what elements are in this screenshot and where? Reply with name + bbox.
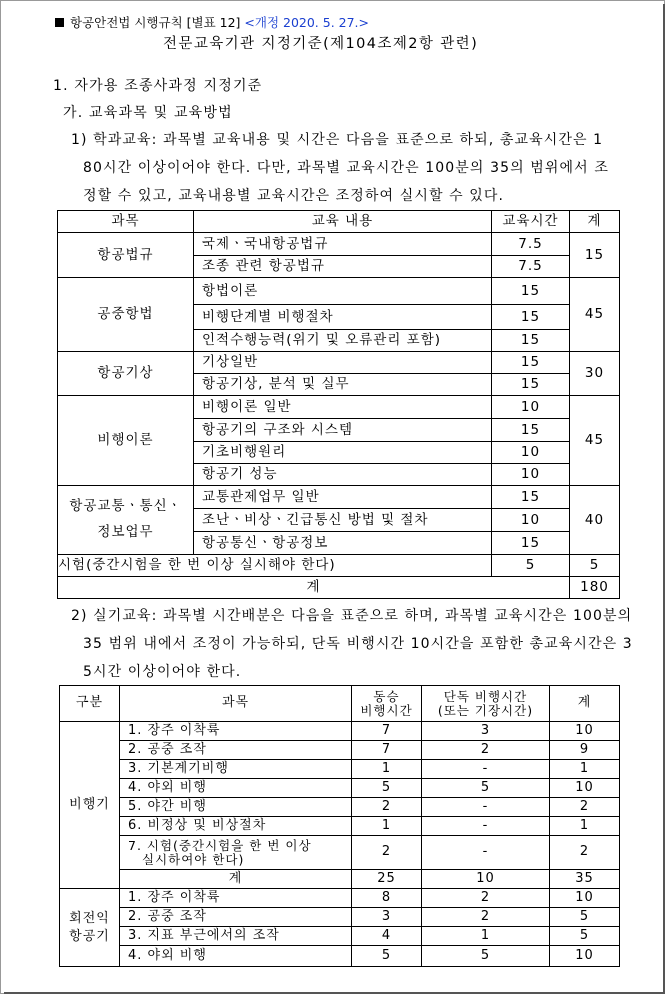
dual-cell: 7	[352, 722, 422, 741]
content-cell: 항공통신ㆍ항공정보	[194, 532, 492, 555]
solo-cell: 10	[422, 870, 550, 889]
table-row	[60, 741, 620, 760]
total-cell: 5	[550, 927, 620, 946]
subject-cell: 4. 야외 비행	[120, 779, 352, 798]
dual-cell: 7	[352, 741, 422, 760]
total-cell: 5	[550, 908, 620, 927]
category-cell: 비행기	[60, 722, 120, 889]
category-line: 항공기	[69, 928, 110, 944]
subject-cell: 3. 기본계기비행	[120, 760, 352, 779]
table-row	[60, 889, 620, 908]
table-row	[58, 396, 620, 419]
subsection-heading: 가. 교육과목 및 교육방법	[63, 105, 233, 121]
header-cell: 구분	[60, 686, 120, 722]
paragraph-line: 2) 실기교육: 과목별 시간배분은 다음을 표준으로 하며, 과목별 교육시간은 100분의	[71, 608, 633, 624]
content-cell: 교통관제업무 일반	[194, 486, 492, 509]
hours-cell: 15	[492, 486, 570, 509]
content-cell: 비행단계별 비행절차	[194, 305, 492, 330]
total-cell: 30	[570, 352, 620, 396]
content-cell: 기초비행원리	[194, 442, 492, 464]
sum-row	[58, 577, 620, 599]
subject-cell: 공중항법	[58, 278, 194, 352]
paragraph-line: 35 범위 내에서 조정이 가능하되, 단독 비행시간 10시간을 포함한 총교육시간은 3	[83, 636, 633, 652]
section-heading: 1. 자가용 조종사과정 지정기준	[53, 78, 263, 94]
total-cell: 40	[570, 486, 620, 555]
total-cell: 35	[550, 870, 620, 889]
subject-line: 항공교통ㆍ통신ㆍ	[69, 498, 182, 515]
subject-cell: 1. 장주 이착륙	[120, 889, 352, 908]
subject-cell: 2. 공중 조작	[120, 908, 352, 927]
header-line	[55, 13, 369, 31]
exam-row	[58, 555, 620, 577]
total-cell: 9	[550, 741, 620, 760]
sum-label: 계	[58, 577, 570, 599]
content-cell: 항공기의 구조와 시스템	[194, 419, 492, 442]
solo-cell: -	[422, 760, 550, 779]
paragraph-line: 1) 학과교육: 과목별 교육내용 및 시간은 다음을 표준으로 하되, 총교육시간은 1	[71, 132, 604, 148]
revision-date: <개정 2020. 5. 27.>	[244, 15, 369, 30]
header-cell: 계	[570, 211, 620, 233]
content-cell: 항법이론	[194, 278, 492, 305]
solo-cell: -	[422, 817, 550, 836]
table-row	[58, 486, 620, 509]
practical-training-table	[59, 685, 620, 967]
table-row	[60, 779, 620, 798]
solo-cell: -	[422, 798, 550, 817]
solo-cell: -	[422, 836, 550, 870]
subject-cell: 3. 지표 부근에서의 조작	[120, 927, 352, 946]
content-cell: 국제ㆍ국내항공법규	[194, 233, 492, 256]
table-header-row	[58, 211, 620, 233]
solo-cell: 2	[422, 889, 550, 908]
dual-cell: 8	[352, 889, 422, 908]
hours-cell: 15	[492, 352, 570, 374]
hours-cell: 15	[492, 330, 570, 352]
hours-cell: 15	[492, 532, 570, 555]
table-row	[58, 352, 620, 374]
paragraph-line: 정할 수 있고, 교육내용별 교육시간은 조정하여 실시할 수 있다.	[83, 188, 505, 204]
subject-cell: 5. 야간 비행	[120, 798, 352, 817]
content-cell: 항공기 성능	[194, 464, 492, 486]
sum-label: 계	[120, 870, 352, 889]
sum-row	[60, 870, 620, 889]
hours-cell: 10	[492, 396, 570, 419]
law-reference: 항공안전법 시행규칙 [별표 12]	[70, 15, 241, 30]
hours-cell: 15	[492, 278, 570, 305]
subject-cell: 1. 장주 이착륙	[120, 722, 352, 741]
header-line: 단독 비행시간	[443, 689, 528, 705]
hours-cell: 10	[492, 442, 570, 464]
header-line: (또는 기장시간)	[437, 702, 534, 718]
exam-line: 실시하여야 한다)	[142, 851, 245, 867]
total-cell: 2	[550, 798, 620, 817]
hours-cell: 7.5	[492, 233, 570, 256]
exam-line: 7. 시험(중간시험을 한 번 이상	[128, 838, 312, 854]
solo-cell: 2	[422, 908, 550, 927]
subject-cell	[58, 486, 194, 555]
dual-cell: 25	[352, 870, 422, 889]
solo-cell: 3	[422, 722, 550, 741]
content-cell: 항공기상, 분석 및 실무	[194, 374, 492, 396]
header-cell: 계	[550, 686, 620, 722]
dual-cell: 2	[352, 798, 422, 817]
content-cell: 인적수행능력(위기 및 오류관리 포함)	[194, 330, 492, 352]
total-cell: 10	[550, 889, 620, 908]
exam-label: 시험(중간시험을 한 번 이상 실시해야 한다)	[58, 555, 492, 577]
table-row	[58, 278, 620, 305]
subject-cell: 항공법규	[58, 233, 194, 278]
subject-cell: 2. 공중 조작	[120, 741, 352, 760]
total-cell: 10	[550, 946, 620, 967]
content-cell: 비행이론 일반	[194, 396, 492, 419]
header-cell	[352, 686, 422, 722]
table-row	[60, 722, 620, 741]
header-cell: 교육 내용	[194, 211, 492, 233]
dual-cell: 3	[352, 908, 422, 927]
content-cell: 기상일반	[194, 352, 492, 374]
table-row	[60, 927, 620, 946]
theory-course-table	[57, 210, 620, 599]
subject-cell: 6. 비정상 및 비상절차	[120, 817, 352, 836]
dual-cell: 1	[352, 817, 422, 836]
total-cell: 10	[550, 779, 620, 798]
subject-cell	[120, 836, 352, 870]
solo-cell: 5	[422, 779, 550, 798]
table-row	[60, 908, 620, 927]
subject-cell: 비행이론	[58, 396, 194, 486]
table-row	[58, 233, 620, 256]
total-cell: 45	[570, 396, 620, 486]
hours-cell: 15	[492, 374, 570, 396]
total-cell: 1	[550, 760, 620, 779]
hours-cell: 5	[492, 555, 570, 577]
header-cell: 교육시간	[492, 211, 570, 233]
total-cell: 45	[570, 278, 620, 352]
table-row	[60, 760, 620, 779]
square-bullet-icon	[55, 18, 64, 27]
table-row	[60, 798, 620, 817]
dual-cell: 4	[352, 927, 422, 946]
content-cell: 조난ㆍ비상ㆍ긴급통신 방법 및 절차	[194, 509, 492, 532]
total-cell: 10	[550, 722, 620, 741]
hours-cell: 10	[492, 464, 570, 486]
paragraph-line: 80시간 이상이어야 한다. 다만, 과목별 교육시간은 100분의 35의 범위에서 조	[83, 160, 609, 176]
solo-cell: 2	[422, 741, 550, 760]
hours-cell: 7.5	[492, 256, 570, 278]
header-cell: 과목	[58, 211, 194, 233]
grand-total: 180	[570, 577, 620, 599]
header-cell: 과목	[120, 686, 352, 722]
hours-cell: 10	[492, 509, 570, 532]
dual-cell: 1	[352, 760, 422, 779]
hours-cell: 15	[492, 419, 570, 442]
table-row	[60, 817, 620, 836]
header-cell	[422, 686, 550, 722]
subject-cell: 4. 야외 비행	[120, 946, 352, 967]
solo-cell: 5	[422, 946, 550, 967]
paragraph-line: 5시간 이상이어야 한다.	[83, 664, 242, 680]
table-row	[60, 946, 620, 967]
document-title: 전문교육기관 지정기준(제104조제2항 관련)	[163, 36, 479, 52]
total-cell: 2	[550, 836, 620, 870]
table-header-row	[60, 686, 620, 722]
total-cell: 15	[570, 233, 620, 278]
dual-cell: 2	[352, 836, 422, 870]
subject-cell: 항공기상	[58, 352, 194, 396]
content-cell: 조종 관련 항공법규	[194, 256, 492, 278]
header-line: 비행시간	[360, 702, 413, 718]
category-line: 회전익	[69, 910, 110, 926]
subject-line: 정보업무	[97, 524, 154, 540]
hours-cell: 15	[492, 305, 570, 330]
exam-row	[60, 836, 620, 870]
dual-cell: 5	[352, 946, 422, 967]
header-line: 동승	[373, 689, 400, 705]
dual-cell: 5	[352, 779, 422, 798]
total-cell: 5	[570, 555, 620, 577]
total-cell: 1	[550, 817, 620, 836]
category-cell	[60, 889, 120, 967]
solo-cell: 1	[422, 927, 550, 946]
